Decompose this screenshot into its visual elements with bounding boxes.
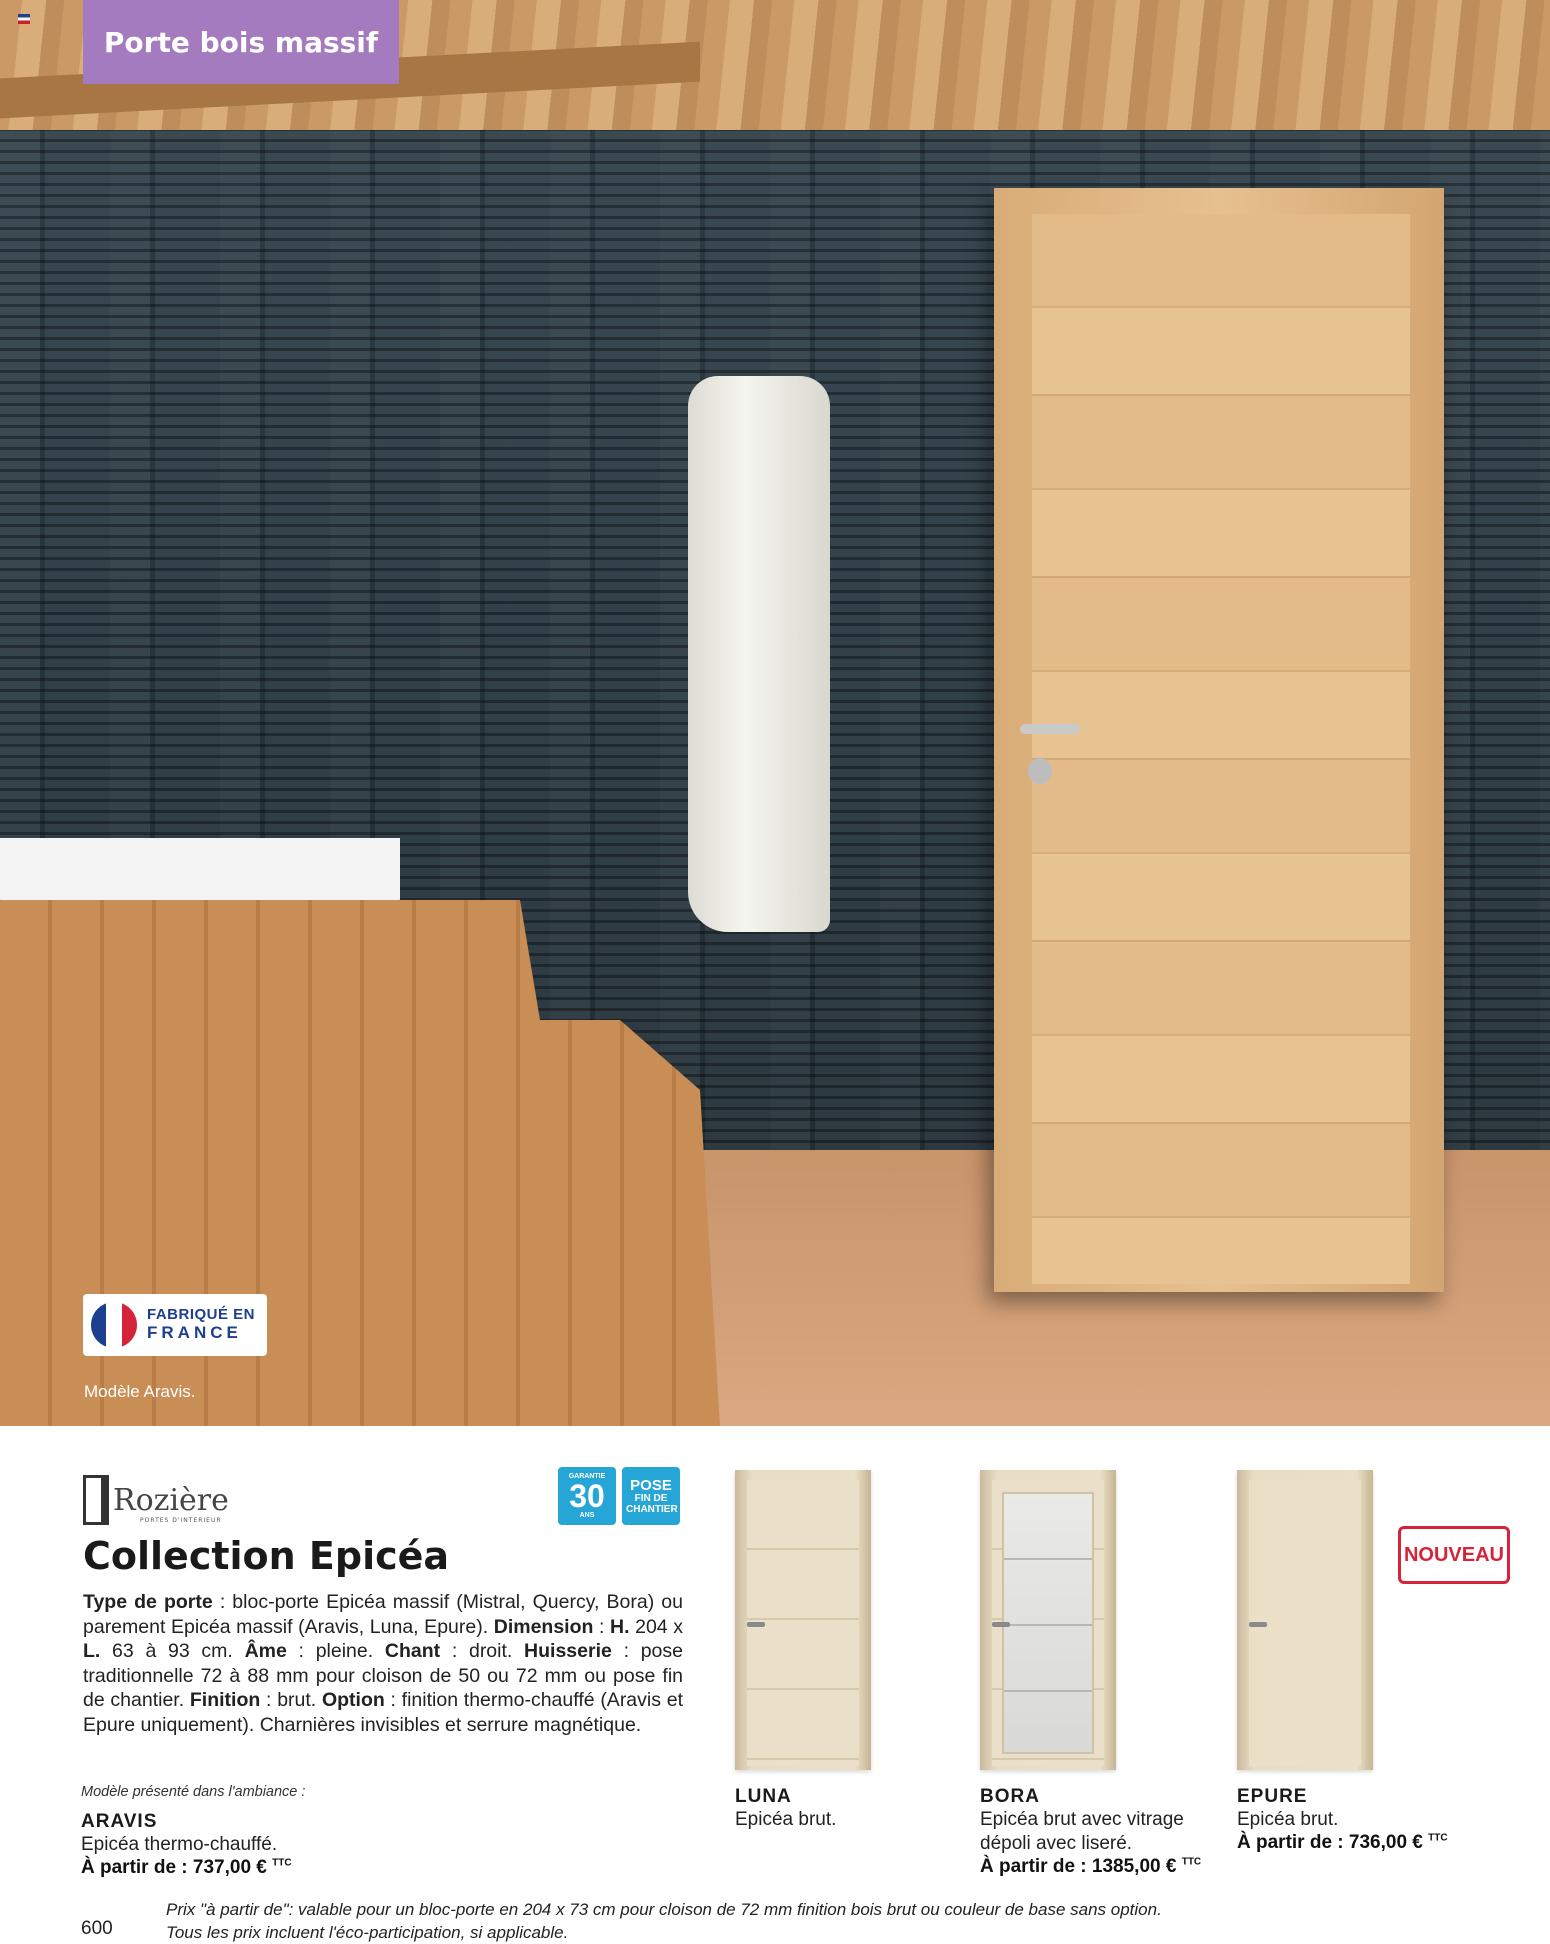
- ttc-label: TTC: [1181, 1856, 1202, 1868]
- product-bora: [980, 1786, 1220, 1878]
- guarantee-badge: [558, 1467, 616, 1525]
- bora-door-image: [980, 1470, 1116, 1770]
- desc-term: L.: [83, 1640, 101, 1662]
- rozière-door-logo-icon: [83, 1475, 109, 1525]
- desc-text: : pleine.: [286, 1640, 385, 1662]
- pose-sub-label: FIN DE CHANTIER: [626, 1492, 678, 1515]
- product-description: Epicéa brut.: [1237, 1809, 1339, 1830]
- product-epure: [1237, 1786, 1497, 1854]
- product-aravis: [81, 1811, 381, 1879]
- product-price: [1237, 1832, 1497, 1854]
- price-footnote: [166, 1898, 1162, 1944]
- collection-title: Collection Epicéa: [83, 1534, 450, 1578]
- desc-text: : brut.: [260, 1689, 322, 1711]
- desc-term: Dimension: [493, 1615, 594, 1638]
- footnote-line2: Tous les prix incluent l'éco-participation, si applicable.: [166, 1923, 569, 1942]
- desc-term: Âme: [244, 1640, 287, 1662]
- category-tag: Porte bois massif: [83, 0, 399, 84]
- product-description: Epicéa thermo-chauffé.: [81, 1834, 278, 1855]
- desc-text: :: [593, 1615, 611, 1638]
- product-luna: [735, 1786, 975, 1832]
- desc-term: H.: [610, 1615, 630, 1638]
- collection-description: [83, 1590, 683, 1737]
- desc-text: 204 x: [629, 1615, 683, 1638]
- ttc-label: TTC: [272, 1857, 292, 1869]
- epure-door-image: [1237, 1470, 1373, 1770]
- guarantee-unit: ANS: [579, 1512, 595, 1519]
- pose-badge: [622, 1467, 680, 1525]
- hanging-towel: [688, 376, 830, 932]
- price-text: À partir de : 737,00 €: [81, 1857, 267, 1878]
- product-description: Epicéa brut avec vitrage dépoli avec liseré.: [980, 1809, 1184, 1854]
- made-in-line1: FABRIQUÉ EN: [147, 1306, 256, 1324]
- hero-caption: Modèle Aravis.: [84, 1382, 196, 1401]
- desc-term: Finition: [189, 1689, 261, 1711]
- pose-label: POSE: [630, 1476, 672, 1494]
- desc-text: : finition thermo-chauffé (Aravis et Epure uniquement). Charnières invisibles et serrure magnétique.: [83, 1689, 683, 1736]
- brand-name: Rozière: [113, 1482, 229, 1518]
- desc-text: : bloc-porte Epicéa massif (Mistral, Quercy, Bora) ou parement Epicéa massif (Aravis, Luna, Epure).: [83, 1591, 683, 1638]
- new-badge: NOUVEAU: [1398, 1526, 1510, 1584]
- desc-text: : pose traditionnelle 72 à 88 mm pour cloison de 50 ou 72 mm ou pose fin de chantier.: [83, 1640, 683, 1711]
- footnote-line1: Prix "à partir de": valable pour un bloc-porte en 204 x 73 cm pour cloison de 72 mm finition bois brut ou couleur de base sans option.: [166, 1900, 1162, 1919]
- price-text: À partir de : 736,00 €: [1237, 1832, 1423, 1853]
- door-lock: [1028, 758, 1052, 784]
- desc-term: Option: [321, 1689, 385, 1711]
- page-number: 600: [81, 1918, 113, 1939]
- price-text: À partir de : 1385,00 €: [980, 1856, 1177, 1877]
- made-in-france-text: [147, 1307, 255, 1342]
- product-description: Epicéa brut.: [735, 1809, 837, 1830]
- product-name: LUNA: [735, 1786, 792, 1807]
- made-in-france-badge: [83, 1294, 267, 1356]
- service-badges: [558, 1467, 680, 1525]
- desc-term: Chant: [384, 1640, 441, 1662]
- ttc-label: TTC: [1428, 1832, 1448, 1844]
- desc-term: Huisserie: [524, 1640, 612, 1662]
- product-name: EPURE: [1237, 1786, 1308, 1807]
- ambiance-label: Modèle présenté dans l'ambiance :: [81, 1784, 306, 1800]
- made-in-line2: FRANCE: [147, 1322, 242, 1342]
- epure-door-handle: [1249, 1622, 1267, 1627]
- door-handle: [1020, 724, 1080, 734]
- luna-door-image: [735, 1470, 871, 1770]
- product-name: BORA: [980, 1786, 1040, 1807]
- guarantee-small-label: GARANTIE: [568, 1473, 606, 1480]
- product-price: [81, 1857, 381, 1879]
- desc-text: : droit.: [440, 1640, 525, 1662]
- corner-flag-mark: [18, 14, 30, 24]
- brand-tagline: PORTES D'INTERIEUR: [140, 1517, 222, 1524]
- aravis-door: [1032, 214, 1410, 1284]
- product-name: ARAVIS: [81, 1811, 158, 1832]
- bora-door-handle: [992, 1622, 1010, 1627]
- luna-door-handle: [747, 1622, 765, 1627]
- product-price: [980, 1856, 1220, 1878]
- france-flag-icon: [91, 1302, 137, 1348]
- guarantee-years: 30: [569, 1478, 605, 1514]
- desc-text: 63 à 93 cm.: [100, 1640, 245, 1662]
- bora-glass-panel: [1002, 1492, 1094, 1754]
- desc-term: Type de porte: [83, 1591, 213, 1613]
